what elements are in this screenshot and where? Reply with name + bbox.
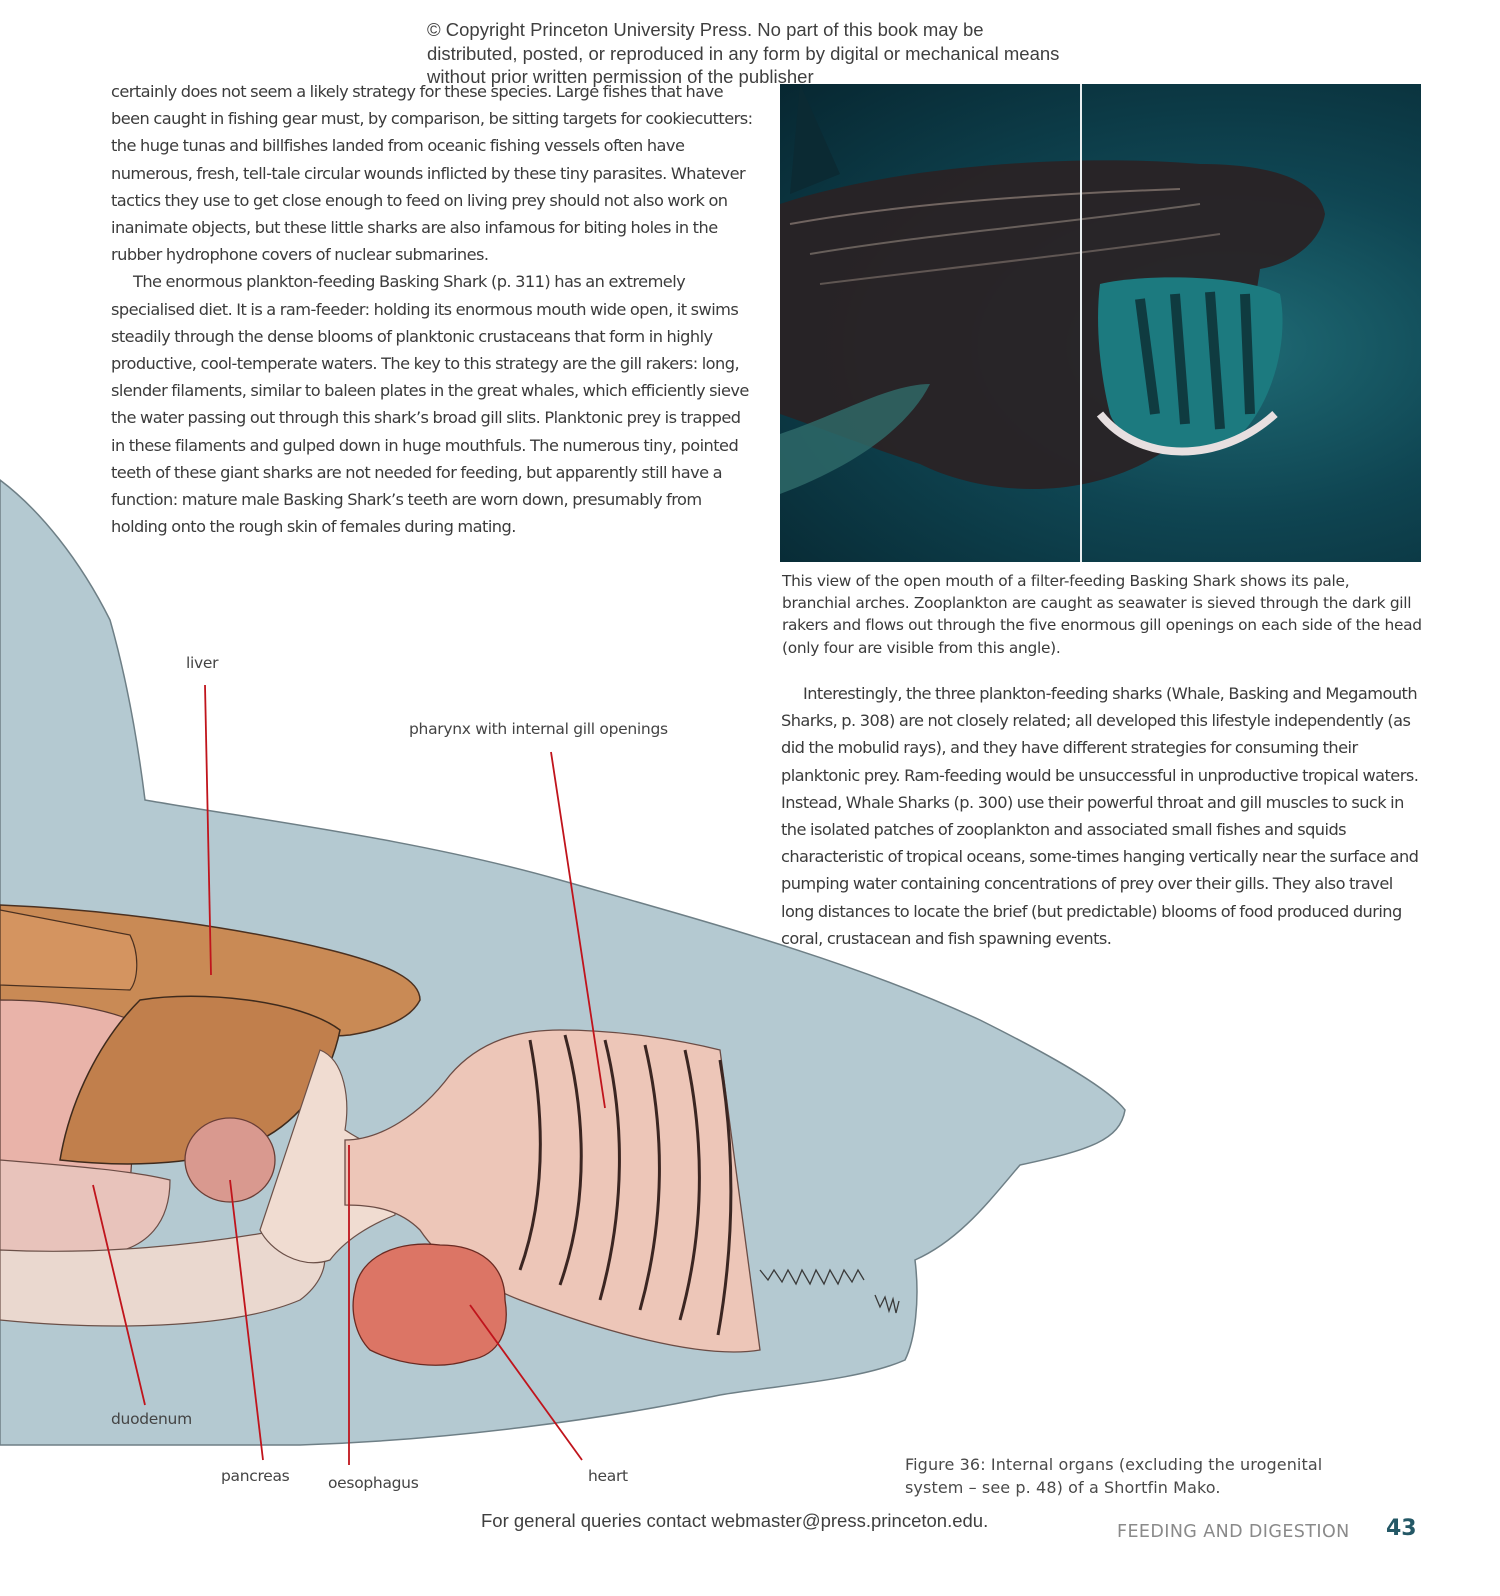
- heart-shape: [353, 1244, 506, 1365]
- label-duodenum: duodenum: [111, 1410, 192, 1428]
- right-column-text: [781, 680, 1421, 952]
- pancreas-shape: [185, 1118, 275, 1202]
- paragraph-basking-shark: The enormous plankton-feeding Basking Shark (p. 311) has an extremely specialised diet. It is a ram-feeder: holding its enormous mouth wide open, it swims steadily through the dense blooms of planktonic crustaceans that form in highly productive, cool-temperate waters. The key to this strategy are the gill rakers: long, slender filaments, similar to baleen plates in the great whales, which efficiently sieve the water passing out through this shark’s broad gill slits. Planktonic prey is trapped in these filaments and gulped down in huge mouthfuls. The numerous tiny, pointed teeth of these giant sharks are not needed for feeding, but apparently still have a function: mature male Basking Shark’s teeth are worn down, presumably from holding onto the rough skin of females during mating.: [111, 272, 749, 537]
- photo-gutter-divider: [1080, 84, 1082, 562]
- page-number: 43: [1386, 1516, 1417, 1541]
- label-heart: heart: [588, 1467, 628, 1485]
- label-pancreas: pancreas: [221, 1467, 290, 1485]
- copyright-notice: © Copyright Princeton University Press. No part of this book may be distributed, posted, or reproduced in any form by digital or mechanical means without prior written permission of the publisher: [427, 19, 1060, 87]
- label-liver: liver: [186, 654, 219, 672]
- left-column-text: [111, 78, 756, 540]
- label-oesophagus: oesophagus: [328, 1474, 419, 1492]
- figure-caption: Figure 36: Internal organs (excluding the urogenital system – see p. 48) of a Shortfin Mako.: [905, 1455, 1323, 1497]
- paragraph-cookiecutter: certainly does not seem a likely strategy for these species. Large fishes that have been caught in fishing gear must, by comparison, be sitting targets for cookiecutters: the huge tunas and billfishes landed from oceanic fishing vessels often have numerous, fresh, tell-tale circular wounds inflicted by these tiny parasites. Whatever tactics they use to get close enough to feed on living prey should not also work on inanimate objects, but these little sharks are also infamous for biting holes in the rubber hydrophone covers of nuclear submarines.: [111, 82, 753, 265]
- paragraph-plankton-feeders: Interestingly, the three plankton-feeding sharks (Whale, Basking and Megamouth Sharks, p. 308) are not closely related; all developed this lifestyle independently (as did the mobulid rays), and they have different strategies for consuming their planktonic prey. Ram-feeding would be unsuccessful in unproductive tropical waters. Instead, Whale Sharks (p. 300) use their powerful throat and gill muscles to suck in the isolated patches of zooplankton and associated small fishes and squids characteristic of tropical oceans, some-times hanging vertically near the surface and pumping water containing concentrations of prey over their gills. They also travel long distances to locate the brief (but predictable) blooms of food produced during coral, crustacean and fish spawning events.: [781, 684, 1419, 948]
- basking-shark-photo: [780, 84, 1421, 562]
- label-pharynx: pharynx with internal gill openings: [409, 720, 668, 738]
- basking-shark-image: [780, 84, 1421, 562]
- photo-caption: This view of the open mouth of a filter-feeding Basking Shark shows its pale, branchial arches. Zooplankton are caught as seawater is sieved through the dark gill rakers and flows out through the five enormous gill openings on each side of the head (only four are visible from this angle).: [782, 572, 1422, 657]
- contact-notice: For general queries contact webmaster@press.princeton.edu.: [481, 1510, 989, 1531]
- running-footer-section: FEEDING AND DIGESTION: [1117, 1522, 1350, 1542]
